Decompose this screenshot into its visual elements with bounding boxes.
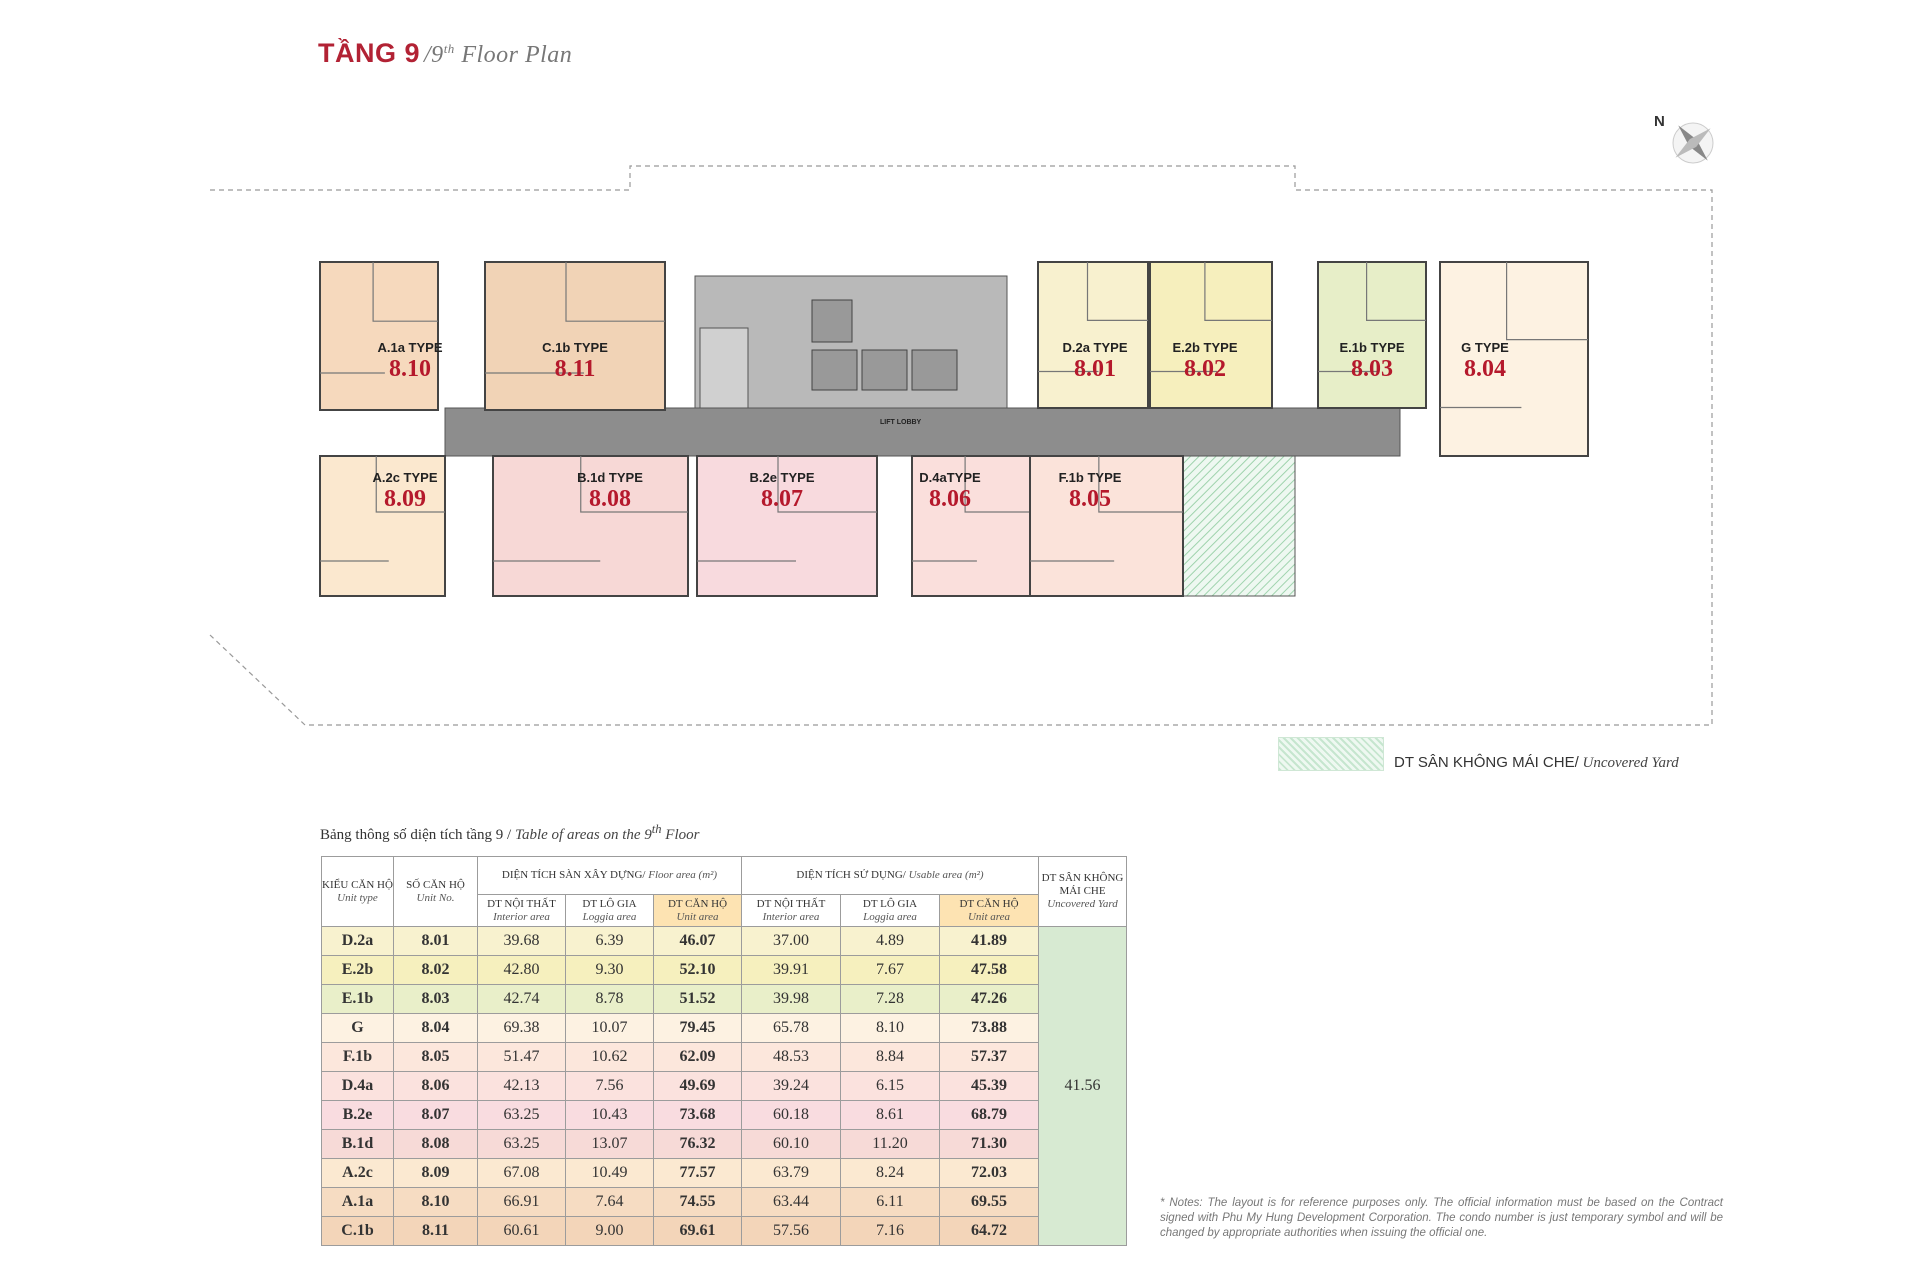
lift-4: [812, 300, 852, 342]
uncovered-yard: [1183, 456, 1295, 596]
cell-type: F.1b: [322, 1043, 394, 1072]
cell-no: 8.01: [394, 927, 478, 956]
cell-fl: 8.78: [566, 985, 654, 1014]
stair: [700, 328, 748, 408]
cell-type: E.2b: [322, 956, 394, 985]
cell-no: 8.06: [394, 1072, 478, 1101]
cell-ul: 6.15: [841, 1072, 940, 1101]
cell-fu: 74.55: [654, 1188, 742, 1217]
unit-8.01: [1038, 262, 1148, 408]
cell-ul: 6.11: [841, 1188, 940, 1217]
unit-type-label: A.2c TYPE: [372, 470, 438, 485]
cell-ul: 8.84: [841, 1043, 940, 1072]
cell-fl: 10.49: [566, 1159, 654, 1188]
cell-ui: 60.10: [742, 1130, 841, 1159]
cell-fi: 63.25: [478, 1101, 566, 1130]
cell-uncovered-yard: 41.56: [1039, 927, 1127, 1246]
cell-ul: 8.10: [841, 1014, 940, 1043]
unit-type-label: C.1b TYPE: [542, 340, 608, 355]
unit-number-label: 8.06: [929, 486, 971, 512]
col-unit-no: SỐ CĂN HỘ Unit No.: [394, 857, 478, 927]
cell-ui: 48.53: [742, 1043, 841, 1072]
unit-type-label: D.2a TYPE: [1062, 340, 1128, 355]
cell-fl: 6.39: [566, 927, 654, 956]
unit-number-label: 8.05: [1069, 486, 1111, 512]
cell-no: 8.10: [394, 1188, 478, 1217]
cell-fi: 42.80: [478, 956, 566, 985]
cell-no: 8.09: [394, 1159, 478, 1188]
unit-number-label: 8.03: [1351, 356, 1393, 382]
page-title: TẦNG 9 /9th Floor Plan: [318, 38, 573, 68]
unit-number-label: 8.11: [554, 356, 596, 382]
compass-icon: [1654, 113, 1714, 164]
lift-2: [862, 350, 907, 390]
cell-fu: 79.45: [654, 1014, 742, 1043]
cell-uu: 64.72: [940, 1217, 1039, 1246]
cell-type: B.1d: [322, 1130, 394, 1159]
cell-type: C.1b: [322, 1217, 394, 1246]
cell-ul: 8.24: [841, 1159, 940, 1188]
lift-3: [912, 350, 957, 390]
cell-uu: 47.26: [940, 985, 1039, 1014]
table-caption: Bảng thông số diện tích tầng 9 / Table of areas on the 9th Floor: [320, 822, 700, 843]
unit-number-label: 8.10: [389, 356, 431, 382]
cell-fl: 7.56: [566, 1072, 654, 1101]
unit-8.04: [1440, 262, 1588, 456]
cell-fu: 51.52: [654, 985, 742, 1014]
cell-ul: 8.61: [841, 1101, 940, 1130]
unit-type-label: D.4aTYPE: [919, 470, 981, 485]
col-usable-area: DIỆN TÍCH SỬ DỤNG/ Usable area (m²): [742, 857, 1039, 895]
cell-ui: 37.00: [742, 927, 841, 956]
svg-text:N: N: [1654, 113, 1665, 130]
unit-type-label: E.2b TYPE: [1172, 340, 1238, 355]
col-floor-interior: DT NỘI THẤT Interior area: [478, 895, 566, 927]
cell-no: 8.08: [394, 1130, 478, 1159]
unit-8.03: [1318, 262, 1426, 408]
col-uncovered-yard: DT SÂN KHÔNG MÁI CHE Uncovered Yard: [1039, 857, 1127, 927]
col-usable-loggia: DT LÔ GIA Loggia area: [841, 895, 940, 927]
cell-no: 8.07: [394, 1101, 478, 1130]
cell-type: A.2c: [322, 1159, 394, 1188]
unit-8.02: [1150, 262, 1272, 408]
col-unit-type: KIỂU CĂN HỘ Unit type: [322, 857, 394, 927]
cell-ui: 39.91: [742, 956, 841, 985]
cell-uu: 47.58: [940, 956, 1039, 985]
cell-fu: 73.68: [654, 1101, 742, 1130]
cell-type: D.2a: [322, 927, 394, 956]
unit-type-label: F.1b TYPE: [1058, 470, 1122, 485]
cell-no: 8.11: [394, 1217, 478, 1246]
cell-ul: 11.20: [841, 1130, 940, 1159]
legend-swatch: [1278, 737, 1384, 771]
cell-fu: 76.32: [654, 1130, 742, 1159]
col-usable-interior: DT NỘI THẤT Interior area: [742, 895, 841, 927]
cell-ui: 63.79: [742, 1159, 841, 1188]
unit-number-label: 8.01: [1074, 356, 1116, 382]
cell-fl: 10.43: [566, 1101, 654, 1130]
area-table: [321, 856, 1168, 1246]
cell-fi: 51.47: [478, 1043, 566, 1072]
unit-number-label: 8.04: [1464, 356, 1506, 382]
cell-type: B.2e: [322, 1101, 394, 1130]
cell-fl: 10.62: [566, 1043, 654, 1072]
cell-ul: 4.89: [841, 927, 940, 956]
cell-no: 8.04: [394, 1014, 478, 1043]
cell-fl: 9.00: [566, 1217, 654, 1246]
cell-type: A.1a: [322, 1188, 394, 1217]
cell-ui: 63.44: [742, 1188, 841, 1217]
cell-ui: 57.56: [742, 1217, 841, 1246]
lift-1: [812, 350, 857, 390]
col-floor-unit: DT CĂN HỘ Unit area: [654, 895, 742, 927]
cell-ul: 7.28: [841, 985, 940, 1014]
table-row: [322, 927, 1168, 956]
cell-uu: 69.55: [940, 1188, 1039, 1217]
cell-type: D.4a: [322, 1072, 394, 1101]
unit-type-label: B.1d TYPE: [577, 470, 643, 485]
cell-fi: 63.25: [478, 1130, 566, 1159]
cell-ui: 65.78: [742, 1014, 841, 1043]
cell-no: 8.02: [394, 956, 478, 985]
cell-ul: 7.16: [841, 1217, 940, 1246]
cell-fu: 69.61: [654, 1217, 742, 1246]
cell-ui: 60.18: [742, 1101, 841, 1130]
cell-fu: 52.10: [654, 956, 742, 985]
cell-fi: 60.61: [478, 1217, 566, 1246]
cell-uu: 68.79: [940, 1101, 1039, 1130]
cell-fu: 62.09: [654, 1043, 742, 1072]
unit-type-label: B.2e TYPE: [749, 470, 815, 485]
cell-fi: 67.08: [478, 1159, 566, 1188]
cell-uu: 41.89: [940, 927, 1039, 956]
cell-uu: 57.37: [940, 1043, 1039, 1072]
cell-no: 8.03: [394, 985, 478, 1014]
col-floor-area: DIỆN TÍCH SÀN XÂY DỰNG/ Floor area (m²): [478, 857, 742, 895]
cell-fi: 66.91: [478, 1188, 566, 1217]
cell-fi: 42.13: [478, 1072, 566, 1101]
cell-fi: 39.68: [478, 927, 566, 956]
cell-ui: 39.24: [742, 1072, 841, 1101]
cell-type: E.1b: [322, 985, 394, 1014]
cell-uu: 71.30: [940, 1130, 1039, 1159]
cell-uu: 72.03: [940, 1159, 1039, 1188]
svg-text:LIFT LOBBY: LIFT LOBBY: [880, 419, 922, 426]
cell-no: 8.05: [394, 1043, 478, 1072]
unit-type-label: A.1a TYPE: [377, 340, 443, 355]
cell-fu: 77.57: [654, 1159, 742, 1188]
cell-fl: 13.07: [566, 1130, 654, 1159]
unit-number-label: 8.09: [384, 486, 426, 512]
unit-number-label: 8.08: [589, 486, 631, 512]
cell-ul: 7.67: [841, 956, 940, 985]
cell-fi: 69.38: [478, 1014, 566, 1043]
col-usable-unit: DT CĂN HỘ Unit area: [940, 895, 1039, 927]
cell-fu: 49.69: [654, 1072, 742, 1101]
unit-8.11: [485, 262, 665, 410]
cell-fi: 42.74: [478, 985, 566, 1014]
lift-lobby-corridor: [445, 408, 1400, 456]
cell-ui: 39.98: [742, 985, 841, 1014]
notes: * Notes: The layout is for reference purposes only. The official information must be based on the Contract signed with Phu My Hung Development Corporation. The condo number is just temporary symbol and will be changed by appropriate authorities when issuing the official one.: [1160, 1197, 1723, 1239]
cell-type: G: [322, 1014, 394, 1043]
cell-uu: 45.39: [940, 1072, 1039, 1101]
unit-number-label: 8.07: [761, 486, 803, 512]
cell-fl: 10.07: [566, 1014, 654, 1043]
unit-number-label: 8.02: [1184, 356, 1226, 382]
col-floor-loggia: DT LÔ GIA Loggia area: [566, 895, 654, 927]
cell-uu: 73.88: [940, 1014, 1039, 1043]
unit-type-label: G TYPE: [1461, 340, 1509, 355]
cell-fl: 7.64: [566, 1188, 654, 1217]
unit-8.10: [320, 262, 438, 410]
cell-fl: 9.30: [566, 956, 654, 985]
cell-fu: 46.07: [654, 927, 742, 956]
legend-label: DT SÂN KHÔNG MÁI CHE/ Uncovered Yard: [1394, 754, 1679, 771]
unit-type-label: E.1b TYPE: [1339, 340, 1405, 355]
